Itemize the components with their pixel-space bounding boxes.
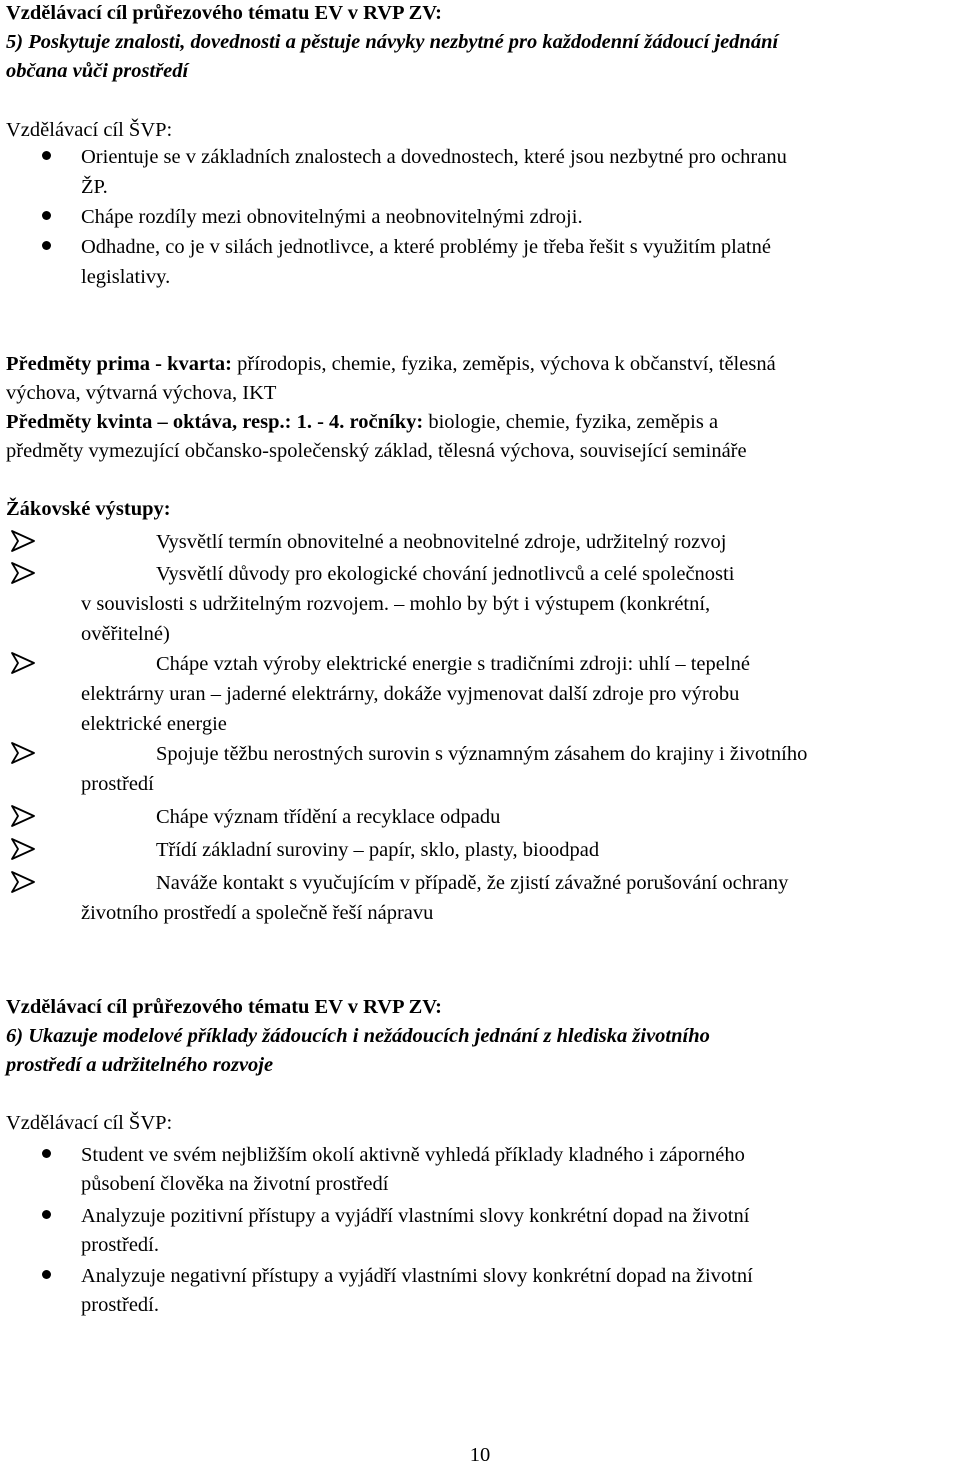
list-item-continuation: ŽP. — [81, 176, 108, 198]
section1-subtitle-line1: 5) Poskytuje znalosti, dovednosti a pěstuje návyky nezbytné pro každodenní žádoucí jednání — [6, 31, 779, 53]
bullet-icon — [42, 211, 51, 220]
list-item-continuation: působení člověka na životní prostředí — [81, 1173, 389, 1195]
list-item: Třídí základní suroviny – papír, sklo, plasty, bioodpad — [156, 839, 600, 861]
list-item-continuation: prostředí. — [81, 1294, 159, 1316]
arrow-bullet-icon — [10, 652, 36, 674]
list-item: Chápe rozdíly mezi obnovitelnými a neobnovitelnými zdroji. — [81, 206, 583, 228]
arrow-bullet-icon — [10, 871, 36, 893]
list-item: Student ve svém nejbližším okolí aktivně vyhledá příklady kladného i záporného — [81, 1144, 745, 1166]
list-item: Spojuje těžbu nerostných surovin s významným zásahem do krajiny i životního — [156, 743, 808, 765]
section1-subtitle-line2: občana vůči prostředí — [6, 60, 189, 82]
subjects-line-1 — [6, 349, 776, 379]
subjects-text-1a: přírodopis, chemie, fyzika, zeměpis, výchova k občanství, tělesná — [232, 353, 776, 375]
subjects-label-2: Předměty kvinta – oktáva, resp.: 1. - 4. ročníky: — [6, 411, 424, 433]
arrow-bullet-icon — [10, 562, 36, 584]
section2-heading: Vzdělávací cíl průřezového tématu EV v RVP ZV: — [6, 996, 442, 1018]
section2-subtitle-line2: prostředí a udržitelného rozvoje — [6, 1054, 274, 1076]
bullet-icon — [42, 1149, 51, 1158]
page-number: 10 — [469, 1444, 491, 1466]
list-item: Odhadne, co je v silách jednotlivce, a které problémy je třeba řešit s využitím platné — [81, 236, 771, 258]
subjects-text-2b: předměty vymezující občansko-společenský základ, tělesná výchova, související semináře — [6, 440, 747, 462]
subjects-text-2a: biologie, chemie, fyzika, zeměpis a — [423, 411, 719, 433]
arrow-bullet-icon — [10, 805, 36, 827]
bullet-icon — [42, 151, 51, 160]
list-item: Vysvětlí termín obnovitelné a neobnovitelné zdroje, udržitelný rozvoj — [156, 531, 727, 553]
subjects-label-1: Předměty prima - kvarta: — [6, 353, 233, 375]
list-item: Naváže kontakt s vyučujícím v případě, že zjistí závažné porušování ochrany — [156, 872, 789, 894]
subjects-line-2 — [6, 407, 718, 437]
list-item-continuation: životního prostředí a společně řeší nápravu — [81, 902, 434, 924]
list-item-continuation: prostředí — [81, 773, 154, 795]
section1-heading: Vzdělávací cíl průřezového tématu EV v RVP ZV: — [6, 2, 442, 24]
section2-svp-heading: Vzdělávací cíl ŠVP: — [6, 1112, 173, 1134]
list-item-continuation: v souvislosti s udržitelným rozvojem. – mohlo by být i výstupem (konkrétní, — [81, 593, 711, 615]
list-item-continuation: legislativy. — [81, 266, 171, 288]
list-item: Analyzuje negativní přístupy a vyjádří vlastními slovy konkrétní dopad na životní — [81, 1265, 753, 1287]
bullet-icon — [42, 1210, 51, 1219]
list-item-continuation: prostředí. — [81, 1234, 159, 1256]
arrow-bullet-icon — [10, 742, 36, 764]
arrow-bullet-icon — [10, 530, 36, 552]
bullet-icon — [42, 241, 51, 250]
list-item: Orientuje se v základních znalostech a dovednostech, které jsou nezbytné pro ochranu — [81, 146, 787, 168]
list-item: Analyzuje pozitivní přístupy a vyjádří vlastními slovy konkrétní dopad na životní — [81, 1205, 750, 1227]
bullet-icon — [42, 1270, 51, 1279]
list-item-continuation: elektrárny uran – jaderné elektrárny, dokáže vyjmenovat další zdroje pro výrobu — [81, 683, 740, 705]
section1-svp-heading: Vzdělávací cíl ŠVP: — [6, 119, 173, 141]
outputs-heading: Žákovské výstupy: — [6, 498, 171, 520]
list-item-continuation: ověřitelné) — [81, 623, 170, 645]
list-item: Chápe vztah výroby elektrické energie s tradičními zdroji: uhlí – tepelné — [156, 653, 750, 675]
subjects-text-1b: výchova, výtvarná výchova, IKT — [6, 382, 277, 404]
section2-subtitle-line1: 6) Ukazuje modelové příklady žádoucích i nežádoucích jednání z hlediska životního — [6, 1025, 710, 1047]
arrow-bullet-icon — [10, 838, 36, 860]
list-item: Chápe význam třídění a recyklace odpadu — [156, 806, 501, 828]
list-item-continuation: elektrické energie — [81, 713, 227, 735]
list-item: Vysvětlí důvody pro ekologické chování jednotlivců a celé společnosti — [156, 563, 735, 585]
